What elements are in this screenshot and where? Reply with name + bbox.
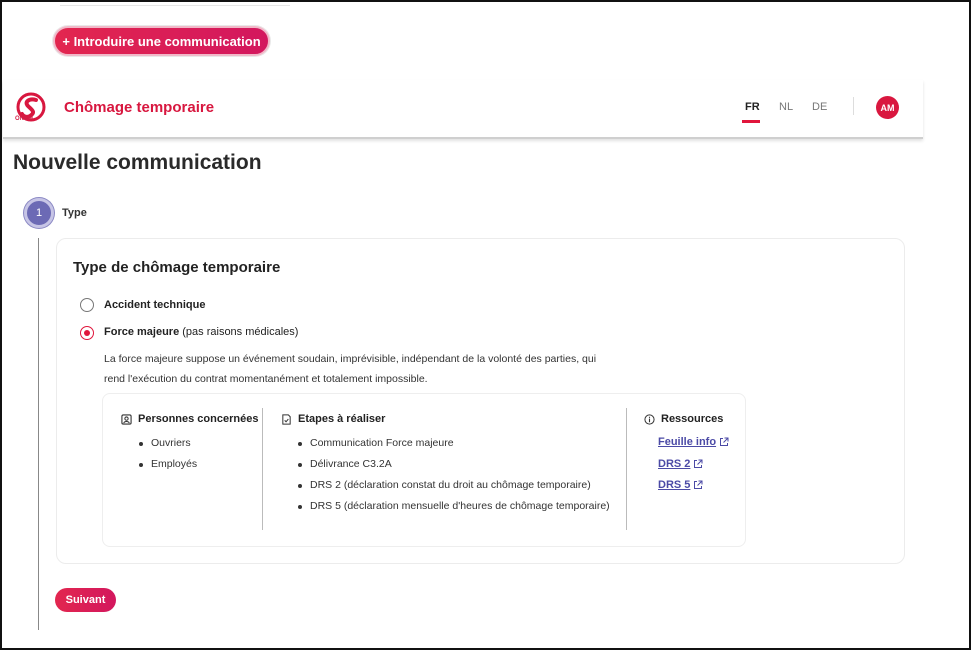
link-label: DRS 5 [658, 479, 691, 491]
header-divider [853, 97, 854, 115]
lang-nl[interactable]: NL [779, 101, 794, 113]
description-line-1: La force majeure suppose un événement soudain, imprévisible, indépendant de la volonté des parties, qui [104, 353, 597, 365]
lang-fr[interactable]: FR [745, 101, 760, 113]
info-circle-icon [644, 414, 655, 425]
external-link-icon [693, 480, 703, 490]
radio-accident-technique[interactable] [80, 298, 94, 312]
radio-force-majeure[interactable] [80, 326, 94, 340]
list-item: Employés [137, 458, 197, 470]
next-button[interactable]: Suivant [55, 588, 116, 612]
external-link-icon [693, 459, 703, 469]
force-majeure-suffix: (pas raisons médicales) [179, 326, 299, 338]
step-line [38, 238, 39, 630]
persons-heading [121, 413, 258, 425]
user-avatar[interactable]: AM [876, 96, 899, 119]
force-majeure-label: Force majeure [104, 326, 180, 338]
active-lang-indicator [742, 120, 760, 123]
steps-title: Etapes à réaliser [298, 413, 386, 425]
introduce-communication-button[interactable]: + Introduire une communication [53, 26, 270, 56]
force-majeure-description [104, 349, 614, 389]
list-item: Ouvriers [137, 437, 191, 449]
app-header [3, 80, 923, 139]
section-title: Type de chômage temporaire [73, 259, 281, 276]
lang-de[interactable]: DE [812, 101, 828, 113]
step-indicator: 1 [24, 198, 54, 228]
column-divider [262, 408, 263, 530]
logo-text: ONEM [15, 116, 33, 122]
app-title[interactable]: Chômage temporaire [64, 99, 215, 116]
link-drs-2[interactable] [658, 458, 703, 470]
persons-title: Personnes concernées [138, 413, 259, 425]
list-item: DRS 2 (déclaration constat du droit au chômage temporaire) [296, 479, 591, 491]
document-check-icon [281, 414, 292, 425]
link-label: DRS 2 [658, 458, 691, 470]
list-item: DRS 5 (déclaration mensuelle d'heures de chômage temporaire) [296, 500, 610, 512]
list-item: Communication Force majeure [296, 437, 454, 449]
step-label: Type [62, 207, 87, 219]
person-badge-icon [121, 414, 132, 425]
list-item: Délivrance C3.2A [296, 458, 392, 470]
page-title: Nouvelle communication [13, 151, 262, 174]
link-label: Feuille info [658, 436, 717, 448]
link-feuille-info[interactable] [658, 436, 729, 448]
steps-heading [281, 413, 385, 425]
radio-label-force-majeure[interactable] [104, 326, 298, 338]
link-drs-5[interactable] [658, 479, 703, 491]
external-link-icon [719, 437, 729, 447]
radio-label-accident-technique[interactable]: Accident technique [104, 299, 206, 311]
description-line-2: rend l'exécution du contrat momentanément et totalement impossible. [104, 373, 428, 385]
resources-heading [644, 413, 723, 425]
column-divider [626, 408, 627, 530]
top-strip [60, 0, 290, 6]
resources-title: Ressources [661, 413, 724, 425]
